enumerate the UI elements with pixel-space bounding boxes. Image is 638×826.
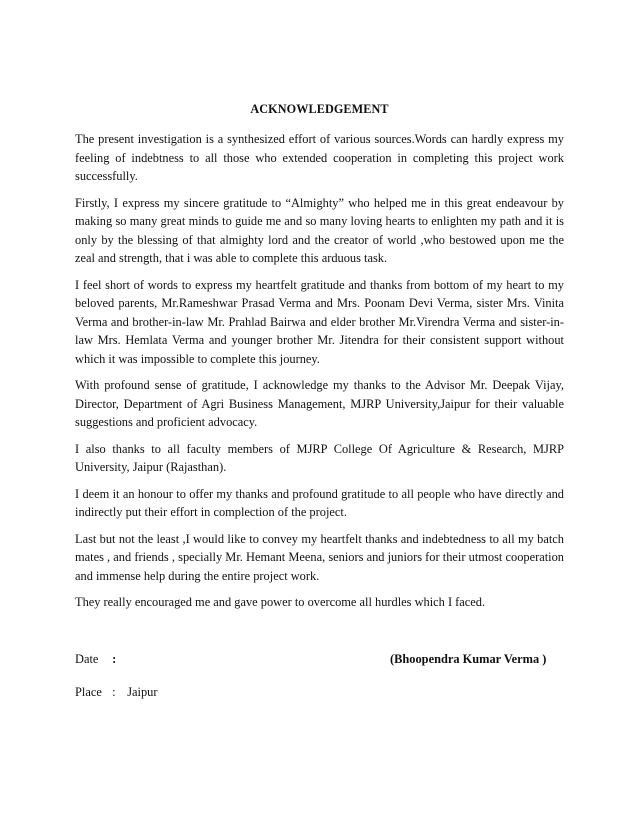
signature-name: (Bhoopendra Kumar Verma ) [390, 652, 547, 666]
date-colon: : [112, 652, 117, 666]
paragraph-6: I deem it an honour to offer my thanks and profound gratitude to all people who have directly and indirectly put their effort in complection of the project. [75, 486, 564, 519]
paragraph-4: With profound sense of gratitude, I acknowledge my thanks to the Advisor Mr. Deepak Vijay, Director, Department of Agri Business Management, MJRP University,Jaipur for their valuable suggestions and proficient advocacy. [75, 378, 564, 429]
place-row [75, 683, 564, 701]
paragraph-1: The present investigation is a synthesized effort of various sources.Words can hardly express my feeling of indebtness to all those who extended cooperation in completing this project work successfully. [75, 132, 564, 183]
date-label: Date [75, 652, 99, 666]
place-label: Place [75, 685, 102, 699]
place-colon: : [112, 685, 116, 699]
place-value: Jaipur [127, 685, 158, 699]
date-row [75, 650, 564, 668]
paragraph-3: I feel short of words to express my heartfelt gratitude and thanks from bottom of my heart to my beloved parents, Mr.Rameshwar Prasad Verma and Mrs. Poonam Devi Verma, sister Mrs. Vinita Verma and brother-in-law Mr. Prahlad Bairwa and elder brother Mr.Virendra Verma and sister-in-law Mrs. Hemlata Verma and younger brother Mr. Jitendra for their consistent support without which it was impossible to complete this journey. [75, 277, 564, 366]
paragraph-8: They really encouraged me and gave power to overcome all hurdles which I faced. [75, 595, 486, 609]
paragraph-2: Firstly, I express my sincere gratitude to “Almighty” who helped me in this great endeavour by making so many great minds to guide me and so many loving hearts to enlighten my path and it is only by the blessing of that almighty lord and the creator of world ,who bestowed upon me the zeal and strength, that i was able to complete this arduous task. [75, 195, 564, 265]
paragraph-5: I also thanks to all faculty members of MJRP College Of Agriculture & Research, MJRP University, Jaipur (Rajasthan). [75, 441, 564, 474]
page-title: ACKNOWLEDGEMENT [250, 102, 389, 116]
paragraph-7: Last but not the least ,I would like to convey my heartfelt thanks and indebtedness to all my batch mates , and friends , specially Mr. Hemant Meena, seniors and juniors for their utmost cooperation and immense help during the entire project work. [75, 531, 564, 583]
acknowledgement-body [75, 130, 564, 612]
